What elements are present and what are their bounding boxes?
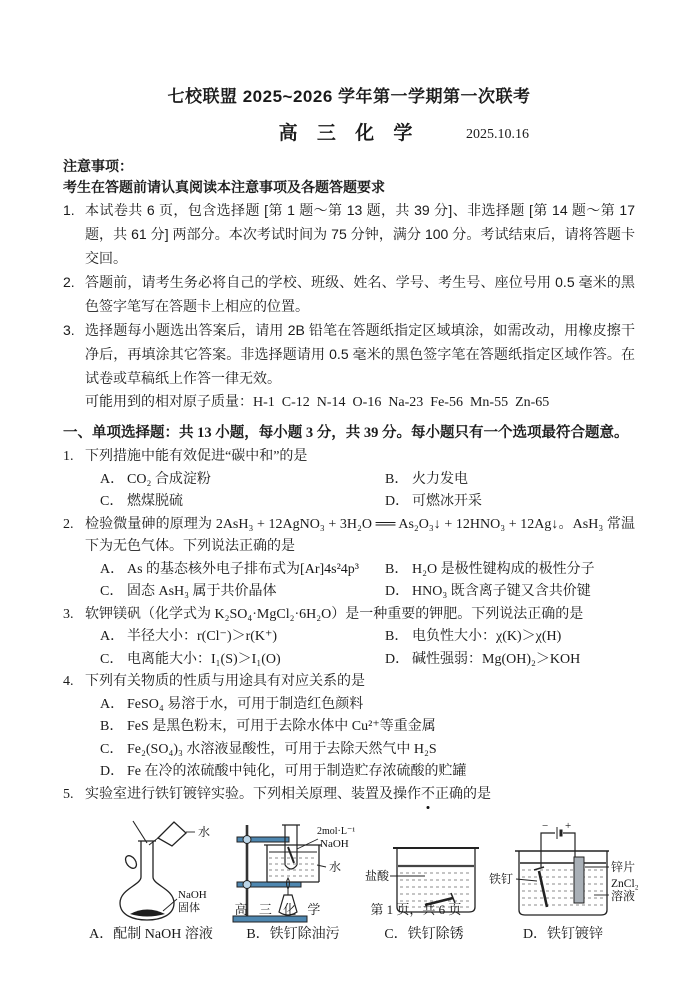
question-5-figures: [63, 819, 639, 945]
solid-label: 固体: [178, 902, 200, 914]
option-a: [100, 469, 385, 492]
option-b: [100, 716, 635, 739]
option-c: [100, 581, 385, 604]
concentration-label: 2mol·L⁻¹: [317, 826, 356, 837]
option-text: 半径大小：r(Cl⁻)＞r(K⁺): [127, 629, 278, 644]
option-text: H₂O 是极性键构成的极性分子: [412, 561, 595, 577]
figure-c-caption: C．铁钉除锈: [384, 927, 464, 942]
question-text-emphasis: 不: [421, 784, 435, 807]
atomic-masses-line: [63, 390, 635, 416]
atomic-masses-values: H-1 C-12 N-14 O-16 Na-23 Fe-56 Mn-55 Zn-65: [253, 395, 550, 410]
question-text-post: 正确的是: [435, 786, 491, 802]
flask-stopper: [123, 854, 138, 871]
option-label: C．: [100, 741, 124, 757]
circuit-wires: [541, 833, 575, 867]
question-text: 检验微量砷的原理为 2AsH₃ + 12AgNO₃ + 3H₂O ══ As₂O₃↓ + 12HNO₃ + 12Ag↓。AsH₃ 常温下为无色气体。下列说法正确的是: [85, 516, 635, 554]
solution-label: 溶液: [611, 889, 636, 903]
option-text: 可燃冰开采: [412, 494, 482, 509]
naoh-label: NaOH: [178, 889, 207, 901]
question-stem: [63, 446, 635, 469]
option-c: [100, 649, 385, 672]
option-text: 火力发电: [412, 471, 468, 487]
notice-item-2: [63, 270, 635, 318]
option-label: D．: [100, 764, 125, 779]
option-b: [385, 626, 635, 649]
page-title: 七校联盟 2025~2026 学年第一学期第一次联考: [167, 87, 531, 106]
question-1: [63, 446, 635, 514]
option-label: D．: [385, 651, 410, 667]
question-4: [63, 671, 635, 784]
question-text: 下列有关物质的性质与用途具有对应关系的是: [85, 674, 365, 689]
footer-page-number: 第 1 页，共 6 页: [370, 902, 462, 917]
option-label: C．: [100, 584, 124, 599]
question-5: [63, 784, 635, 807]
clamp-knob: [243, 836, 251, 844]
acid-label: 盐酸: [365, 869, 390, 883]
notice-item-3: [63, 318, 635, 390]
option-label: B．: [385, 629, 409, 644]
figure-d-electroplating-cell: [489, 819, 637, 945]
option-text: Fe₂(SO₄)₃ 水溶液显酸性，可用于去除天然气中 H₂S: [127, 741, 437, 757]
question-options: [63, 559, 635, 604]
figure-a-caption: A．配制 NaOH 溶液: [89, 927, 213, 942]
page-footer: [0, 901, 696, 919]
option-label: D．: [385, 494, 410, 509]
question-options: [63, 469, 635, 514]
option-text: FeS 是黑色粉末，可用于去除水体中 Cu²⁺等重金属: [127, 719, 436, 734]
question-stem: [63, 604, 635, 627]
option-label: A．: [100, 471, 125, 487]
notice-subheading: 考生在答题前请认真阅读本注意事项及各题答题要求: [63, 179, 385, 195]
question-text: [85, 784, 635, 807]
stirring-rod: [133, 821, 147, 843]
option-text: 电负性大小：χ(K)＞χ(H): [412, 629, 562, 644]
water-bath-beaker: [267, 845, 319, 882]
notice-section: [63, 156, 635, 390]
nail-label: 铁钉: [489, 872, 514, 886]
zncl2-label: ZnCl₂: [611, 878, 639, 890]
option-b: [385, 559, 635, 582]
notice-item-1: [63, 198, 635, 270]
option-a: [100, 559, 385, 582]
option-d: [385, 491, 635, 514]
nail-head: [534, 867, 544, 870]
option-text: 固态 AsH₃ 属于共价晶体: [127, 584, 277, 599]
plus-terminal-label: +: [565, 820, 572, 832]
naoh-label: NaOH: [320, 838, 349, 850]
option-d: [100, 761, 635, 784]
question-number: 4.: [63, 674, 74, 689]
subject-row: [63, 121, 635, 147]
figure-b-water-bath: [227, 819, 359, 945]
figure-c-acid-beaker: [365, 819, 483, 945]
question-options: [63, 626, 635, 671]
zinc-label: 锌片: [611, 860, 636, 874]
question-stem: [63, 671, 635, 694]
question-number: 3.: [63, 606, 74, 622]
option-text: CO₂ 合成淀粉: [127, 471, 211, 487]
notice-item-text: 答题前，请考生务必将自己的学校、班级、姓名、学号、考生号、座位号用 0.5 毫米的黑色签字笔写在答题卡上相应的位置。: [85, 274, 635, 314]
minus-terminal-label: −: [542, 820, 549, 832]
option-a: [100, 626, 385, 649]
option-b: [385, 469, 635, 492]
subam-subject-title: 高 三 化 学: [278, 123, 420, 144]
option-text: 燃煤脱硫: [127, 494, 183, 509]
notice-item-text: 选择题每小题选出答案后，请用 2B 铅笔在答题纸指定区域填涂，如需改动，用橡皮擦干净后，再填涂其它答案。非选择题请用 0.5 毫米的黑色签字笔在答题纸指定区域作答。在试卷或草稿纸上作答一律无效。: [85, 322, 635, 386]
question-stem: [63, 784, 635, 807]
question-number: 5.: [63, 786, 74, 802]
notice-heading: 注意事项：: [63, 158, 133, 174]
option-text: HNO₃ 既含离子键又含共价键: [412, 584, 591, 599]
option-c: [100, 491, 385, 514]
option-label: C．: [100, 494, 124, 509]
notice-item-text: 本试卷共 6 页，包含选择题 [第 1 题～第 13 题，共 39 分]、非选择题 [第 14 题～第 17 题，共 61 分] 两部分。本次考试时间为 75 分钟，满分 100 分。考试结束后，请将答题卡交回。: [85, 202, 635, 266]
test-tube: [282, 825, 300, 869]
option-label: C．: [100, 651, 124, 667]
option-d: [385, 581, 635, 604]
liquid-hatch: [522, 870, 604, 905]
question-text-pre: 实验室进行铁钉镀锌实验。下列相关原理、装置及操作: [85, 786, 421, 802]
question-text: 软钾镁矾（化学式为 K₂SO₄·MgCl₂·6H₂O）是一种重要的钾肥。下列说法正确的是: [85, 606, 584, 622]
page-content: [63, 86, 639, 945]
water-label: 水: [198, 825, 211, 839]
option-label: A．: [100, 629, 125, 644]
question-text: 下列措施中能有效促进“碳中和”的是: [85, 449, 308, 464]
option-label: A．: [100, 696, 125, 712]
option-a: [100, 694, 635, 717]
option-c: [100, 739, 635, 762]
question-number: 1.: [63, 449, 74, 464]
leader-line: [297, 839, 318, 849]
option-text: Fe 在冷的浓硫酸中钝化，可用于制造贮存浓硫酸的贮罐: [127, 764, 467, 779]
option-label: D．: [385, 584, 410, 599]
notice-item-number: 3.: [63, 322, 75, 338]
footer-subject: 高 三 化 学: [234, 902, 325, 917]
option-label: B．: [385, 561, 409, 577]
option-text: FeSO₄ 易溶于水，可用于制造红色颜料: [127, 696, 364, 712]
option-label: A．: [100, 561, 125, 577]
option-text: 电离能大小：I₁(S)＞I₁(O): [127, 651, 281, 667]
question-number: 2.: [63, 516, 74, 532]
question-3: [63, 604, 635, 672]
pouring-beaker: [158, 822, 186, 846]
notice-item-number: 1.: [63, 202, 75, 218]
figure-d-caption: D．铁钉镀锌: [522, 927, 604, 942]
question-options: [63, 694, 635, 784]
notice-item-number: 2.: [63, 274, 75, 290]
option-text: 碱性强弱：Mg(OH)₂＞KOH: [412, 651, 581, 667]
iron-nail: [288, 847, 294, 863]
water-label: 水: [329, 860, 342, 874]
figure-b-caption: B．铁钉除油污: [246, 927, 340, 942]
option-text: As 的基态核外电子排布式为[Ar]4s²4p³: [127, 561, 359, 577]
zinc-strip-electrode: [574, 857, 584, 903]
question-stem: [63, 514, 635, 559]
option-label: B．: [100, 719, 124, 734]
question-2: [63, 514, 635, 604]
figure-a-volumetric-flask: [81, 819, 221, 945]
clamp-knob: [243, 881, 251, 889]
exam-date: 2025.10.16: [466, 127, 529, 142]
atomic-masses-label: 可能用到的相对原子质量：: [85, 395, 253, 410]
section-heading: 一、单项选择题：共 13 小题，每小题 3 分，共 39 分。每小题只有一个选项最符合题意。: [63, 425, 629, 441]
option-label: B．: [385, 471, 409, 487]
option-d: [385, 649, 635, 672]
